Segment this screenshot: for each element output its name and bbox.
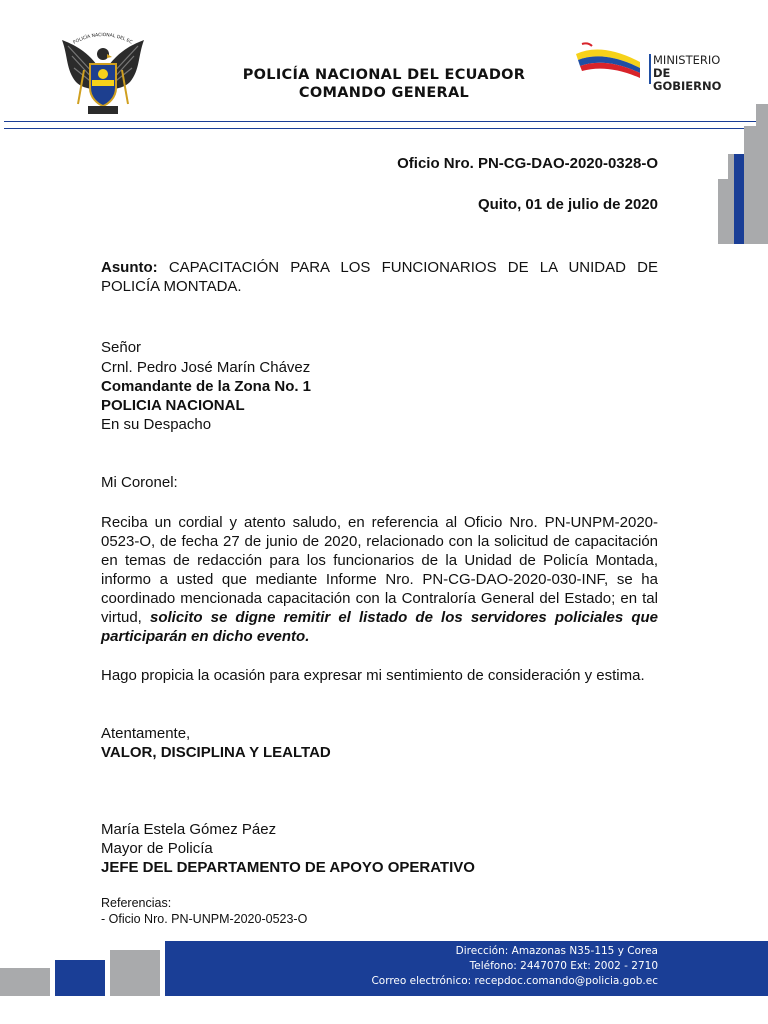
recipient-title: Comandante de la Zona No. 1 (101, 378, 312, 395)
footer-email: Correo electrónico: recepdoc.comando@policia.gob.ec (371, 975, 658, 987)
motto: VALOR, DISCIPLINA Y LEALTAD (101, 744, 331, 761)
footer-block-gray (110, 950, 160, 996)
recipient-org: POLICIA NACIONAL (101, 397, 245, 414)
body-text: Reciba un cordial y atento saludo, en referencia al Oficio Nro. PN-UNPM-2020-0523-O, de fecha 27 de junio de 2020, relacionado con la solicitud de capacitación en temas de redacción para los funcionarios de la Unidad de Policía Montada, informo a usted que mediante Informe Nro. PN-CG-DAO-2020-030-INF, se ha coordinado mencionada capacitación con la Contraloría General del Estado; en tal virtud, (101, 514, 658, 626)
footer-bar (165, 941, 768, 996)
body-emphasis: solicito se digne remitir el listado de los servidores policiales que participarán en dicho evento. (101, 609, 658, 645)
decor-bar (718, 179, 728, 244)
header-rule-bottom (4, 128, 764, 129)
recipient-name: Crnl. Pedro José Marín Chávez (101, 359, 311, 376)
subject-label: Asunto: (101, 259, 158, 276)
footer-block-navy (55, 960, 105, 996)
footer-phone: Teléfono: 2447070 Ext: 2002 - 2710 (469, 960, 658, 972)
closing-paragraph: Hago propicia la ocasión para expresar mi sentimiento de consideración y estima. (101, 667, 645, 684)
emblem-motto: POLICÍA NACIONAL DEL EC (72, 32, 133, 46)
closing: Atentamente, (101, 725, 191, 742)
footer-address: Dirección: Amazonas N35-115 y Corea (455, 945, 658, 957)
recipient-location: En su Despacho (101, 416, 212, 433)
decor-bar (734, 154, 744, 244)
subject-text: CAPACITACIÓN PARA LOS FUNCIONARIOS DE LA UNIDAD DE POLICÍA MONTADA. (101, 259, 658, 295)
ministry-line1: MINISTERIO (653, 53, 721, 67)
oficio-number: Oficio Nro. PN-CG-DAO-2020-0328-O (397, 155, 658, 172)
police-emblem (58, 30, 148, 118)
subject (101, 258, 658, 296)
decor-bar (744, 126, 756, 244)
institution-name: POLICÍA NACIONAL DEL ECUADOR (242, 67, 526, 83)
salutation: Mi Coronel: (101, 474, 178, 491)
references-label: Referencias: (101, 896, 172, 910)
signer-name: María Estela Gómez Páez (101, 821, 277, 838)
ministry-logo (574, 40, 734, 93)
recipient-greeting: Señor (101, 339, 142, 356)
signer-position: JEFE DEL DEPARTAMENTO DE APOYO OPERATIVO (101, 859, 475, 876)
signer-rank: Mayor de Policía (101, 840, 213, 857)
decor-bar (756, 104, 768, 244)
ministry-line2: DE GOBIERNO (653, 66, 722, 93)
footer-block-gray (0, 968, 50, 996)
header-rule-top (4, 121, 764, 122)
place-date: Quito, 01 de julio de 2020 (477, 196, 658, 213)
command-name: COMANDO GENERAL (298, 85, 470, 101)
reference-item: - Oficio Nro. PN-UNPM-2020-0523-O (101, 912, 308, 926)
body-paragraph (101, 513, 658, 646)
